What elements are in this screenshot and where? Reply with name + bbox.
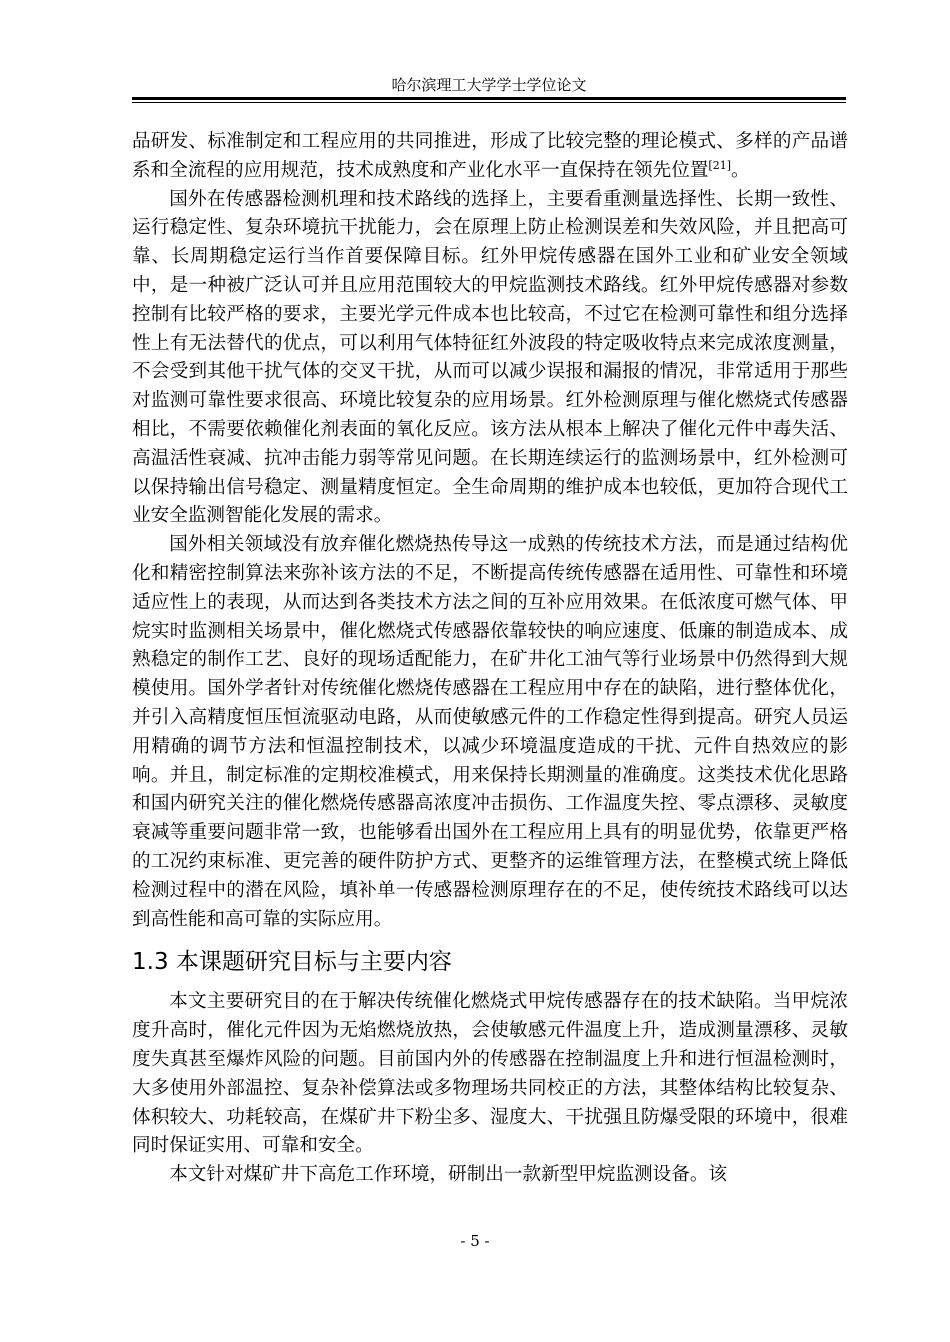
citation-reference: [21] bbox=[708, 158, 732, 172]
paragraph-continued bbox=[132, 128, 848, 186]
paragraph-text: 品研发、标准制定和工程应用的共同推进，形成了比较完整的理论模式、多样的产品谱系和全流程的应用规范，技术成熟度和产业化水平一直保持在领先位置 bbox=[132, 131, 848, 181]
paragraph-ending: 。 bbox=[731, 159, 750, 181]
running-header: 哈尔滨理工大学学士学位论文 bbox=[391, 76, 587, 94]
paragraph-foreign-sensor-principles: 国外在传感器检测机理和技术路线的选择上，主要看重测量选择性、长期一致性、运行稳定性、复杂环境抗干扰能力，会在原理上防止检测误差和失效风险，并且把高可靠、长周期稳定运行当作首要保障目标。红外甲烷传感器在国外工业和矿业安全领域中，是一种被广泛认可并且应用范围较大的甲烷监测技术路线。红外甲烷传感器对参数控制有比较严格的要求，主要光学元件成本也比较高，不过它在检测可靠性和组分选择性上有无法替代的优点，可以利用气体特征红外波段的特定吸收特点来完成浓度测量，不会受到其他干扰气体的交叉干扰，从而可以减少误报和漏报的情况，非常适用于那些对监测可靠性要求很高、环境比较复杂的应用场景。红外检测原理与催化燃烧式传感器相比，不需要依赖催化剂表面的氧化反应。该方法从根本上解决了催化元件中毒失活、高温活性衰减、抗冲击能力弱等常见问题。在长期连续运行的监测场景中，红外检测可以保持输出信号稳定、测量精度恒定。全生命周期的维护成本也较低，更加符合现代工业安全监测智能化发展的需求。 bbox=[132, 188, 848, 527]
paragraph-research-device: 本文针对煤矿井下高危工作环境，研制出一款新型甲烷监测设备。该 bbox=[169, 1164, 728, 1186]
header-rule-thick bbox=[132, 97, 846, 100]
page-number: - 5 - bbox=[460, 1232, 490, 1250]
header-rule-thin bbox=[132, 102, 846, 103]
section-heading: 1.3 本课题研究目标与主要内容 bbox=[132, 949, 452, 976]
page-body bbox=[132, 128, 848, 1190]
paragraph-foreign-catalytic-optimization: 国外相关领域没有放弃催化燃烧热传导这一成熟的传统技术方法，而是通过结构优化和精密控制算法来弥补该方法的不足，不断提高传统传感器在适用性、可靠性和环境适应性上的表现，从而达到各类技术方法之间的互补应用效果。在低浓度可燃气体、甲烷实时监测相关场景中，催化燃烧式传感器依靠较快的响应速度、低廉的制造成本、成熟稳定的制作工艺、良好的现场适配能力，在矿井化工油气等行业场景中仍然得到大规模使用。国外学者针对传统催化燃烧传感器在工程应用中存在的缺陷，进行整体优化，并引入高精度恒压恒流驱动电路，从而使敏感元件的工作稳定性得到提高。研究人员运用精确的调节方法和恒温控制技术，以减少环境温度造成的干扰、元件自热效应的影响。并且，制定标准的定期校准模式，用来保持长期测量的准确度。这类技术优化思路和国内研究关注的催化燃烧传感器高浓度冲击损伤、工作温度失控、零点漂移、灵敏度衰减等重要问题非常一致，也能够看出国外在工程应用上具有的明显优势，依靠更严格的工况约束标准、更完善的硬件防护方式、更整齐的运维管理方法，在整模式统上降低检测过程中的潜在风险，填补单一传感器检测原理存在的不足，使传统技术路线可以达到高性能和高可靠的实际应用。 bbox=[132, 534, 848, 930]
paragraph-research-purpose: 本文主要研究目的在于解决传统催化燃烧式甲烷传感器存在的技术缺陷。当甲烷浓度升高时，催化元件因为无焰燃烧放热，会使敏感元件温度上升，造成测量漂移、灵敏度失真甚至爆炸风险的问题。目前国内外的传感器在控制温度上升和进行恒温检测时，大多使用外部温控、复杂补偿算法或多物理场共同校正的方法，其整体结构比较复杂、体积较大、功耗较高，在煤矿井下粉尘多、湿度大、干扰强且防爆受限的环境中，很难同时保证实用、可靠和安全。 bbox=[132, 991, 848, 1157]
